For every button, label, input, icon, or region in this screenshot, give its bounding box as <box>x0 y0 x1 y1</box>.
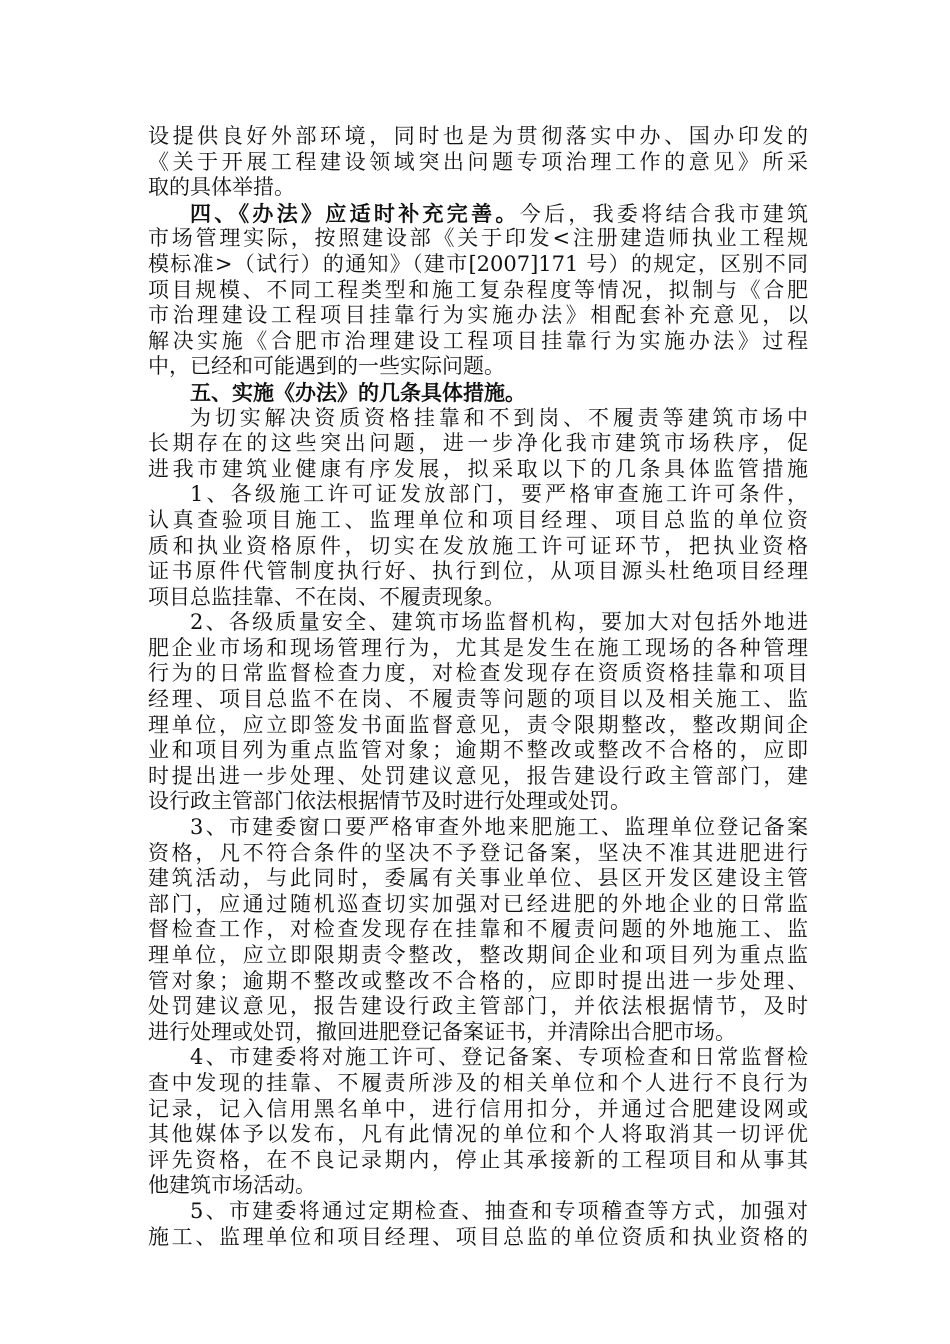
text-line <box>148 585 808 611</box>
text-line <box>148 303 808 329</box>
text-line <box>148 969 808 995</box>
line-text: 进行处理或处罚，撤回进肥登记备案证书，并清除出合肥市场。 <box>148 1019 736 1044</box>
line-text: 理单位，应立即签发书面监督意见，责令限期整改，整改期间企 <box>148 712 808 737</box>
line-text: 业和项目列为重点监管对象；逾期不整改或整改不合格的，应即 <box>148 738 808 763</box>
line-text: 证书原件代管制度执行好、执行到位，从项目源头杜绝项目经理 <box>148 559 808 584</box>
text-line <box>148 1173 808 1199</box>
section-heading: 四、《办法》应适时补充完善。 <box>190 200 520 226</box>
line-text: 经理、项目总监不在岗、不履责等问题的项目以及相关施工、监 <box>148 687 808 712</box>
line-text: 资格，凡不符合条件的坚决不予登记备案，坚决不准其进肥进行 <box>148 840 808 865</box>
line-text: 查中发现的挂靠、不履责所涉及的相关单位和个人进行不良行为 <box>148 1070 808 1095</box>
text-line <box>148 1045 808 1071</box>
text-line <box>148 508 808 534</box>
document-body <box>148 124 808 1250</box>
text-line <box>148 610 808 636</box>
line-text: 时提出进一步处理、处罚建议意见，报告建设行政主管部门，建 <box>148 763 808 788</box>
line-text: 模标准>（试行）的通知》（建市[2007]171 号）的规定，区别不同 <box>148 251 808 276</box>
line-text: 长期存在的这些突出问题，进一步净化我市建筑市场秩序，促 <box>148 431 808 456</box>
line-text: 理单位，应立即限期责令整改，整改期间企业和项目列为重点监 <box>148 943 808 967</box>
line-text: 其他媒体予以发布，凡有此情况的单位和个人将取消其一切评优 <box>148 1122 808 1147</box>
line-text: 5、市建委将通过定期检查、抽查和专项稽查等方式，加强对 <box>190 1198 808 1223</box>
line-text: 部门，应通过随机巡查切实加强对已经进肥的外地企业的日常监 <box>148 891 808 916</box>
line-text: 评先资格，在不良记录期内，停止其承接新的工程项目和从事其 <box>148 1147 808 1172</box>
line-text: 中，已经和可能遇到的一些实际问题。 <box>148 354 505 379</box>
line-text: 设行政主管部门依法根据情节及时进行处理或处罚。 <box>148 789 631 814</box>
line-text: 进我市建筑业健康有序发展，拟采取以下的几条具体监管措施 <box>148 456 808 481</box>
line-text: 市治理建设工程项目挂靠行为实施办法》相配套补充意见，以 <box>148 303 808 328</box>
line-text: 建筑活动，与此同时，委属有关事业单位、县区开发区建设主管 <box>148 866 808 891</box>
text-line <box>148 687 808 713</box>
line-text: 处罚建议意见，报告建设行政主管部门，并依法根据情节，及时 <box>148 994 808 1019</box>
text-line <box>148 278 808 304</box>
line-text: 取的具体举措。 <box>148 175 295 200</box>
line-text: 《关于开展工程建设领域突出问题专项治理工作的意见》所采 <box>148 149 808 174</box>
text-line <box>148 559 808 585</box>
text-line <box>148 482 808 508</box>
text-line <box>148 380 808 406</box>
line-text: 市场管理实际，按照建设部《关于印发<注册建造师执业工程规 <box>148 226 808 251</box>
text-line <box>148 329 808 355</box>
text-line <box>148 252 808 278</box>
text-line <box>148 764 808 790</box>
line-text: 解决实施《合肥市治理建设工程项目挂靠行为实施办法》过程 <box>148 328 808 353</box>
text-line <box>148 738 808 764</box>
line-text: 设提供良好外部环境，同时也是为贯彻落实中办、国办印发的 <box>148 124 808 148</box>
line-text: 项目总监挂靠、不在岗、不履责现象。 <box>148 584 505 609</box>
text-line <box>148 124 808 150</box>
text-line <box>148 994 808 1020</box>
line-text: 2、各级质量安全、建筑市场监督机构，要加大对包括外地进 <box>190 610 808 635</box>
text-line <box>148 406 808 432</box>
text-line <box>148 354 808 380</box>
line-text: 管对象；逾期不整改或整改不合格的，应即时提出进一步处理、 <box>148 968 808 993</box>
text-line <box>148 866 808 892</box>
text-line <box>148 534 808 560</box>
line-text: 记录，记入信用黑名单中，进行信用扣分，并通过合肥建设网或 <box>148 1096 808 1121</box>
line-text: 肥企业市场和现场管理行为，尤其是发生在施工现场的各种管理 <box>148 635 808 660</box>
text-line <box>148 841 808 867</box>
text-line <box>148 431 808 457</box>
text-line <box>148 457 808 483</box>
text-line <box>148 226 808 252</box>
line-text: 项目规模、不同工程类型和施工复杂程度等情况，拟制与《合肥 <box>148 277 808 302</box>
text-line <box>148 789 808 815</box>
text-line <box>148 201 808 227</box>
line-text: 认真查验项目施工、监理单位和项目经理、项目总监的单位资 <box>148 507 808 532</box>
text-line <box>148 175 808 201</box>
text-line <box>148 661 808 687</box>
text-line <box>148 1097 808 1123</box>
text-line <box>148 1020 808 1046</box>
text-line <box>148 1148 808 1174</box>
line-text: 施工、监理单位和项目经理、项目总监的单位资质和执业资格的 <box>148 1224 808 1249</box>
text-line <box>148 713 808 739</box>
line-text: 今后，我委将结合我市建筑 <box>519 201 809 226</box>
text-line <box>148 943 808 969</box>
text-line <box>148 815 808 841</box>
text-line <box>148 1122 808 1148</box>
line-text: 为切实解决资质资格挂靠和不到岗、不履责等建筑市场中 <box>190 405 808 430</box>
line-text: 1、各级施工许可证发放部门，要严格审查施工许可条件， <box>190 482 808 507</box>
text-line <box>148 1199 808 1225</box>
section-heading: 五、实施《办法》的几条具体措施。 <box>190 379 526 405</box>
text-line <box>148 1225 808 1251</box>
text-line <box>148 917 808 943</box>
line-text: 他建筑市场活动。 <box>148 1173 316 1198</box>
text-line <box>148 636 808 662</box>
line-text: 行为的日常监督检查力度，对检查发现存在资质资格挂靠和项目 <box>148 661 808 686</box>
text-line <box>148 1071 808 1097</box>
text-line <box>148 150 808 176</box>
line-text: 4、市建委将对施工许可、登记备案、专项检查和日常监督检 <box>190 1045 808 1070</box>
line-text: 3、市建委窗口要严格审查外地来肥施工、监理单位登记备案 <box>190 815 808 840</box>
text-line <box>148 892 808 918</box>
line-text: 质和执业资格原件，切实在发放施工许可证环节，把执业资格 <box>148 533 808 558</box>
line-text: 督检查工作，对检查发现存在挂靠和不履责问题的外地施工、监 <box>148 917 808 942</box>
